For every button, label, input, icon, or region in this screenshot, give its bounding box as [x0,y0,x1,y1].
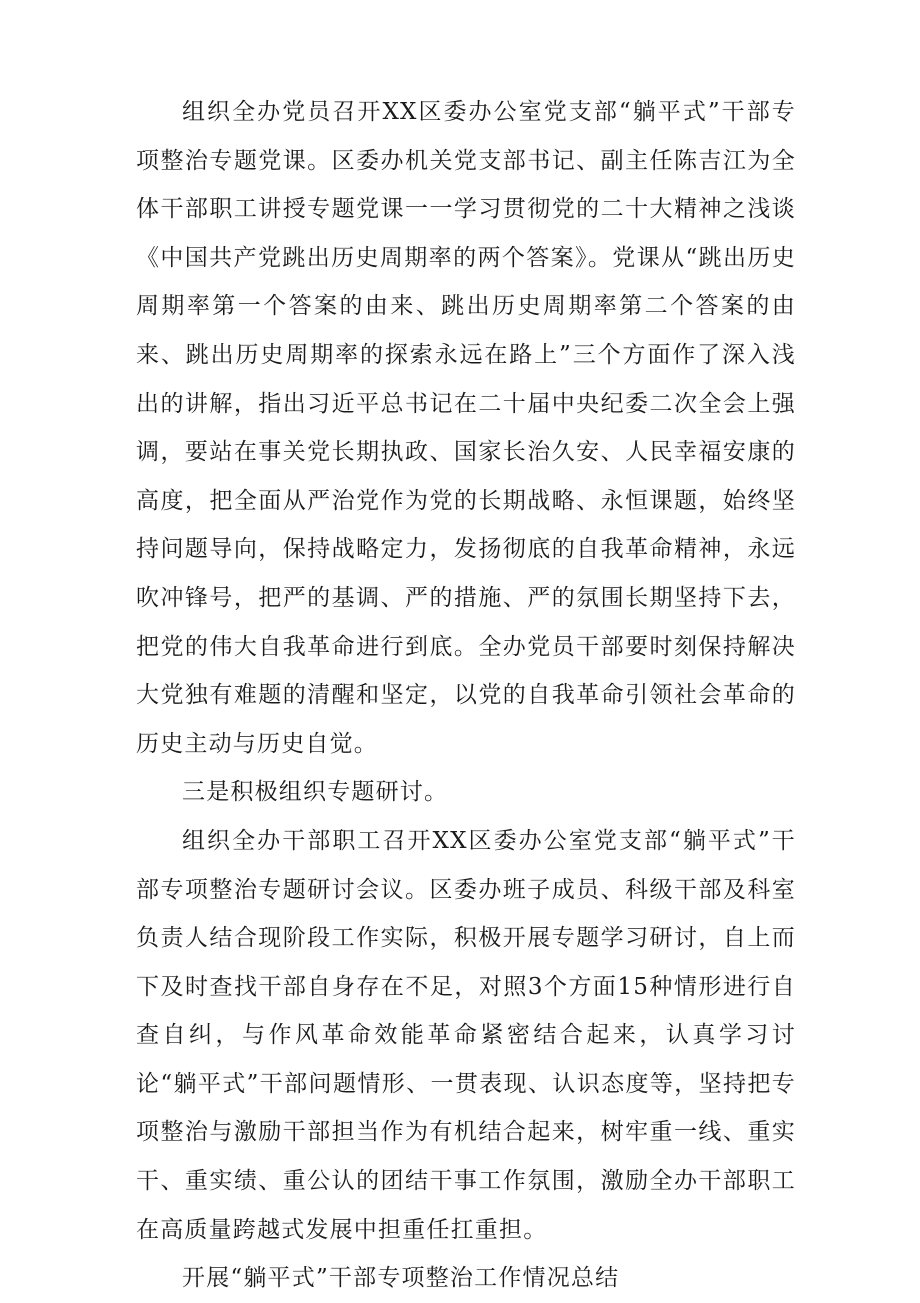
paragraph-party-lecture: 组织全办党员召开XX区委办公室党支部“躺平式”干部专项整治专题党课。区委办机关党支部书记、副主任陈吉江为全体干部职工讲授专题党课一一学习贯彻党的二十大精神之浅谈《中国共产党跳出历史周期率的两个答案》。党课从“跳出历史周期率第一个答案的由来、跳出历史周期率第二个答案的由来、跳出历史周期率的探索永远在路上”三个方面作了深入浅出的讲解，指出习近平总书记在二十届中央纪委二次全会上强调，要站在事关党长期执政、国家长治久安、人民幸福安康的高度，把全面从严治党作为党的长期战略、永恒课题，始终坚持问题导向，保持战略定力，发扬彻底的自我革命精神，永远吹冲锋号，把严的基调、严的措施、严的氛围长期坚持下去，把党的伟大自我革命进行到底。全办党员干部要时刻保持解决大党独有难题的清醒和坚定，以党的自我革命引领社会革命的历史主动与历史自觉。 [136,99,796,757]
document-body [136,88,796,1303]
paragraph-seminar: 组织全办干部职工召开XX区委办公室党支部“躺平式”干部专项整治专题研讨会议。区委办班子成员、科级干部及科室负责人结合现阶段工作实际，积极开展专题学习研讨，自上而下及时查找干部自身存在不足，对照3个方面15种情形进行自查自纠，与作风革命效能革命紧密结合起来，认真学习讨论“躺平式”干部问题情形、一贯表现、认识态度等，坚持把专项整治与激励干部担当作为有机结合起来，树牢重一线、重实干、重实绩、重公认的团结干事工作氛围，激励全办干部职工在高质量跨越式发展中担重任扛重担。 [136,827,796,1243]
paragraph-summary-title: 开展“躺平式”干部专项整治工作情况总结 [182,1265,620,1292]
paragraph-section-heading: 三是积极组织专题研讨。 [182,779,449,806]
